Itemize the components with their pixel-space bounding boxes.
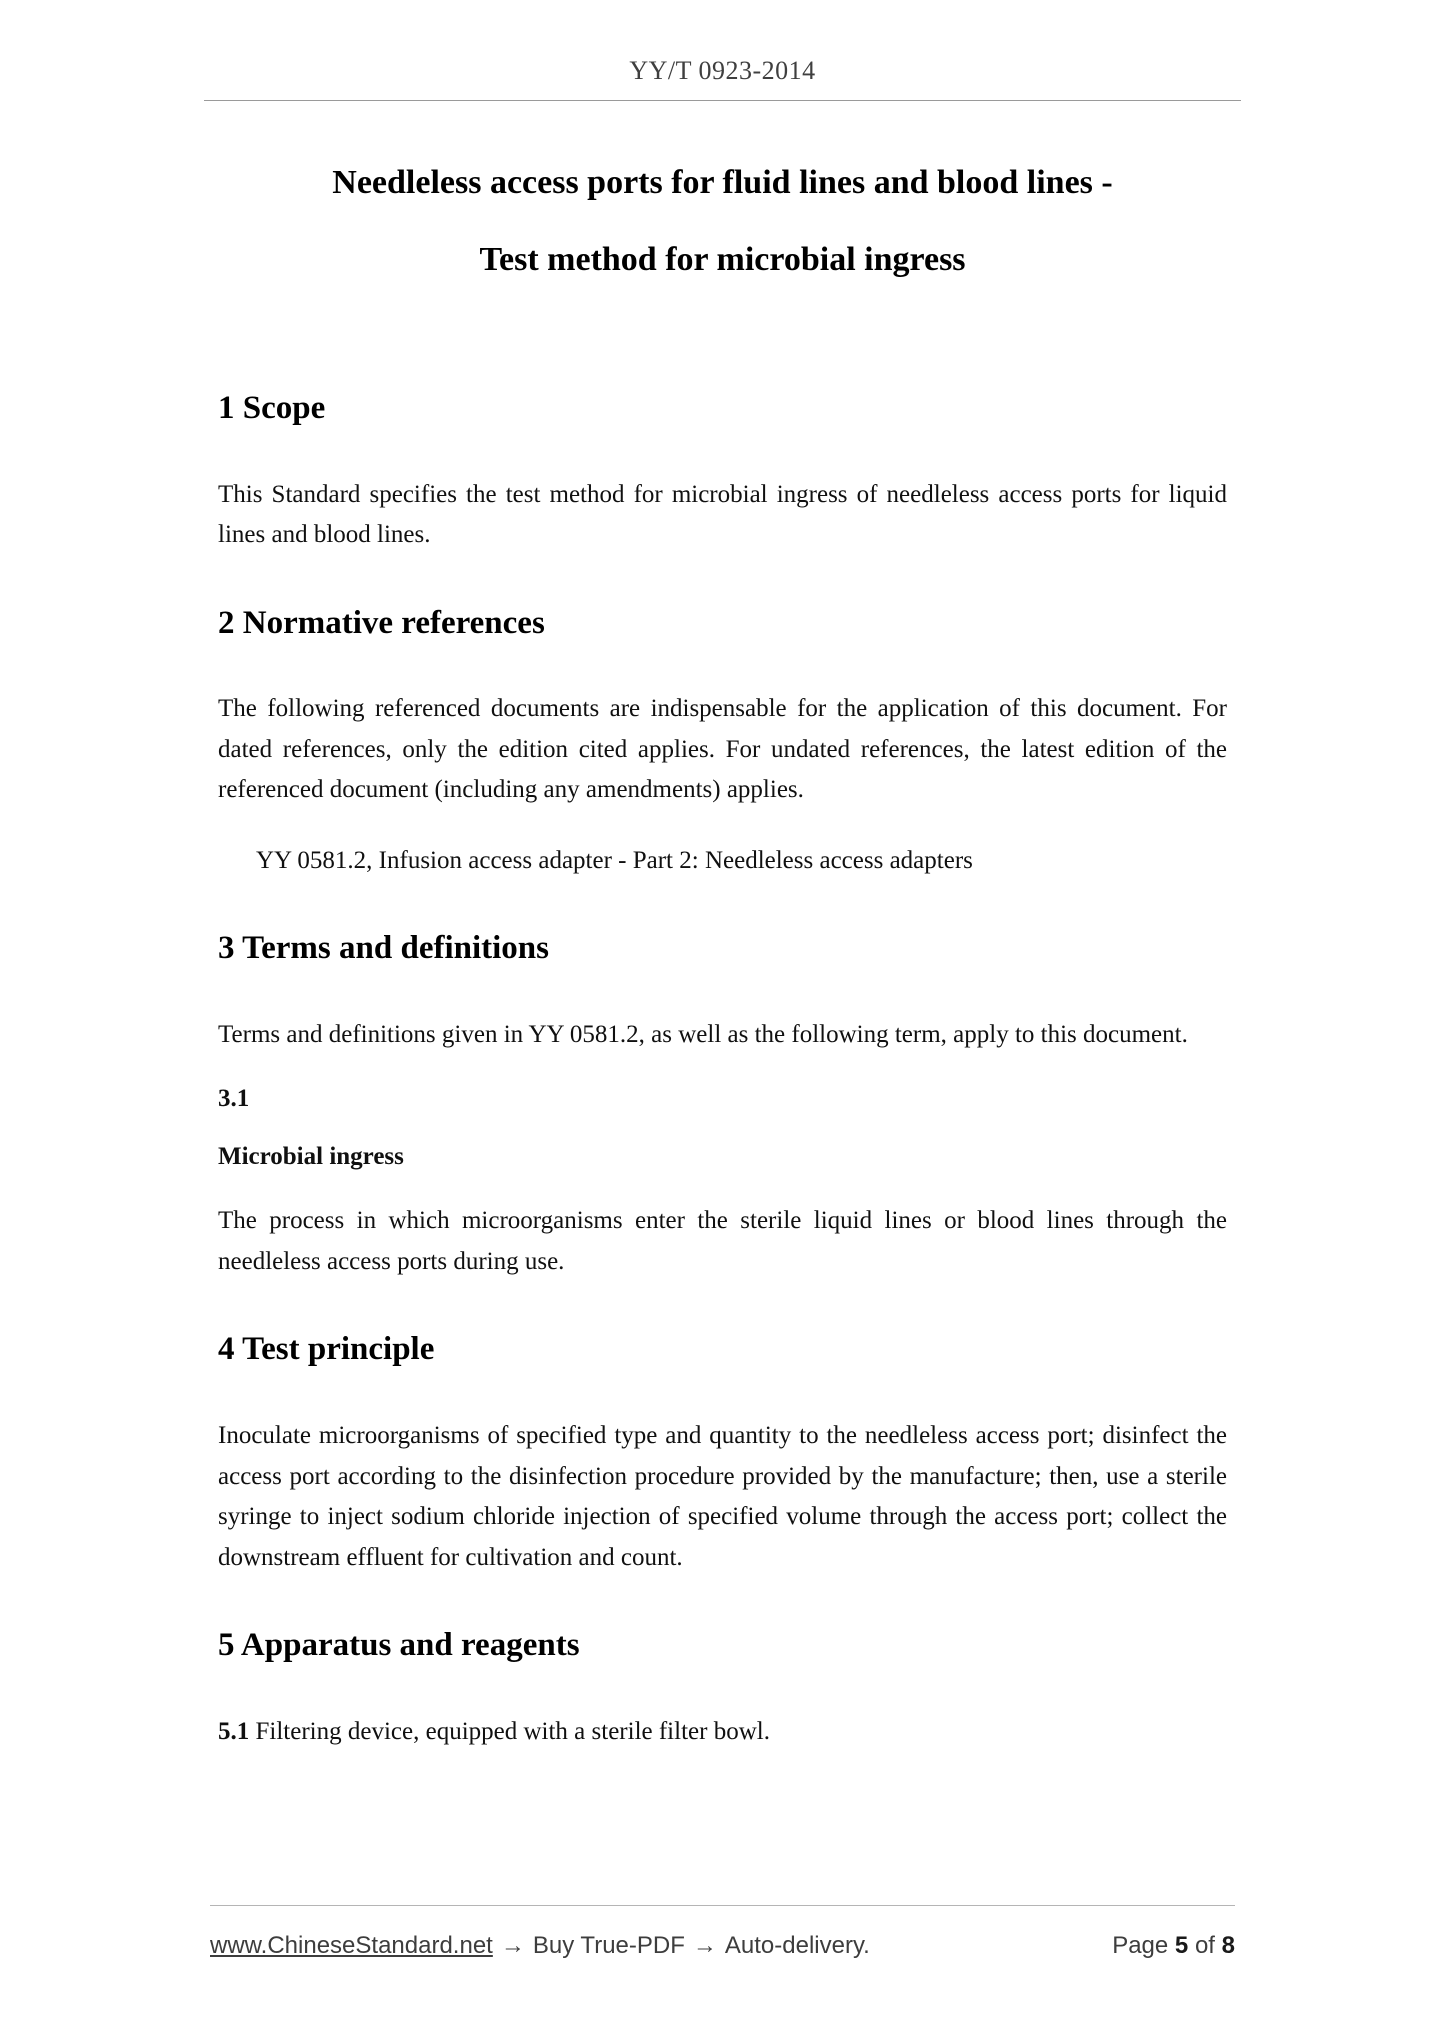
title-line-2: Test method for microbial ingress: [479, 241, 966, 279]
arrow-icon: →: [500, 1932, 525, 1959]
normative-references-paragraph: The following referenced documents are indispensable for the application of this document. For dated references, only the edition cited applies. For undated references, the latest edition of the referenced document (including any amendments) applies.: [218, 695, 1227, 804]
normative-reference-entry: YY 0581.2, Infusion access adapter - Part 2: Needleless access adapters: [256, 846, 973, 874]
total-page-number: 8: [1221, 1932, 1235, 1959]
chinesestandard-link[interactable]: www.ChineseStandard.net: [210, 1932, 493, 1959]
test-principle-paragraph: Inoculate microorganisms of specified type and quantity to the needleless access port; disinfect the access port according to the disinfection procedure provided by the manufacture; then, use a sterile syringe to inject sodium chloride injection of specified volume through the access port; collect the downstream effluent for cultivation and count.: [218, 1422, 1227, 1571]
title-line-1: Needleless access ports for fluid lines and blood lines -: [332, 164, 1113, 201]
page-label: Page: [1112, 1932, 1169, 1959]
standard-number: YY/T 0923-2014: [629, 56, 816, 85]
page-footer: [210, 1905, 1235, 1960]
scope-paragraph: This Standard specifies the test method for microbial ingress of needleless access ports for liquid lines and blood lines.: [218, 480, 1227, 549]
current-page-number: 5: [1174, 1932, 1189, 1959]
auto-delivery-label: Auto-delivery.: [724, 1932, 870, 1959]
footer-row: [210, 1932, 1235, 1960]
buy-true-pdf-label: Buy True-PDF: [532, 1932, 685, 1959]
arrow-icon: →: [692, 1932, 717, 1959]
section-scope: [218, 389, 1227, 556]
page-header: [218, 56, 1227, 101]
section-heading-terms: 3 Terms and definitions: [218, 930, 549, 967]
document-title: [218, 163, 1227, 279]
apparatus-item-number: 5.1: [218, 1717, 250, 1745]
term-definition: The process in which microorganisms enter the sterile liquid lines or blood lines through the needleless access ports during use.: [218, 1207, 1227, 1275]
section-normative-references: [218, 604, 1227, 882]
section-heading-apparatus: 5 Apparatus and reagents: [218, 1627, 580, 1664]
header-divider: [204, 100, 1241, 101]
section-heading-normative-references: 2 Normative references: [218, 604, 545, 641]
apparatus-item-5-1: [218, 1712, 1227, 1753]
footer-branding: [210, 1932, 870, 1960]
terms-paragraph: Terms and definitions given in YY 0581.2, as well as the following term, apply to this document.: [218, 1020, 1188, 1048]
section-test-principle: [218, 1330, 1227, 1578]
of-label: of: [1194, 1932, 1215, 1959]
page-indicator: [1112, 1932, 1235, 1960]
section-terms-and-definitions: [218, 929, 1227, 1282]
subsection-number: 3.1: [218, 1085, 250, 1113]
section-apparatus-and-reagents: [218, 1626, 1227, 1752]
section-heading-test-principle: 4 Test principle: [218, 1331, 435, 1368]
footer-divider: [210, 1905, 1235, 1906]
term-title: Microbial ingress: [218, 1143, 404, 1171]
section-heading-scope: 1 Scope: [218, 390, 326, 427]
apparatus-item-text: Filtering device, equipped with a sterile filter bowl.: [255, 1717, 770, 1745]
